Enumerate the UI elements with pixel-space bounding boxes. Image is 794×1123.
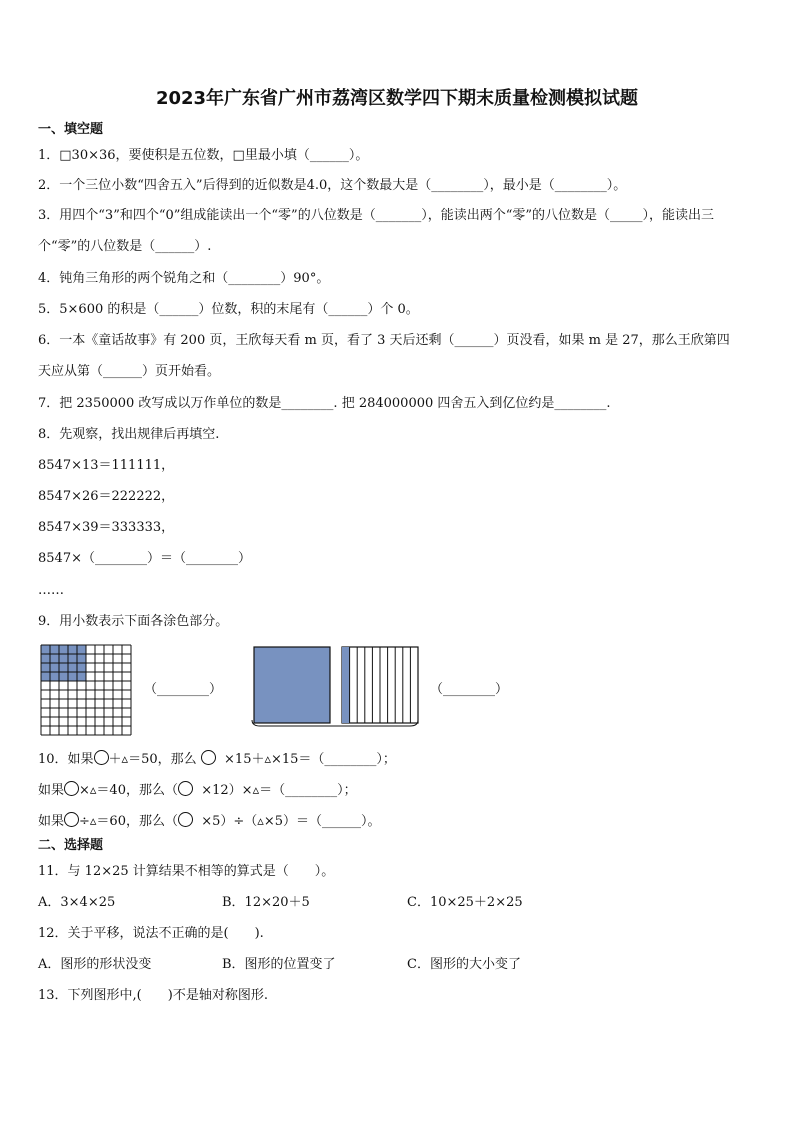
q11-option-b: B．12×20＋5 [222, 895, 310, 910]
section-multiple-choice: 二、选择题 [38, 838, 104, 853]
question-10-line-2 [38, 781, 357, 799]
q8-pattern-line-2: 8547×26＝222222， [38, 489, 175, 504]
shaded-strip [342, 647, 350, 723]
question-3-line-1: 3．用四个“3”和四个“0”组成能读出一个“零”的八位数是（_______），能读出两个“零”的八位数是（_____），能读出三 [38, 208, 714, 223]
q10-l1-part-c: ×15＋▵×15＝（________）； [224, 752, 396, 767]
q10-l2-part-b: ×▵＝40，那么（ [79, 783, 178, 798]
q9-answer-blank-2: （________） [430, 682, 509, 697]
question-4: 4．钝角三角形的两个锐角之和（________）90°。 [38, 271, 330, 286]
q10-l1-part-b: ＋▵＝50，那么 [108, 752, 197, 767]
question-5: 5．5×600 的积是（______）位数，积的末尾有（______）个 0。 [38, 302, 419, 317]
hundred-grid-figure [40, 644, 132, 736]
question-11: 11．与 12×25 计算结果不相等的算式是（ ）。 [38, 864, 335, 879]
q10-l1-part-a: 10．如果 [38, 752, 94, 767]
q11-option-a: A．3×4×25 [38, 895, 116, 910]
circle-icon [201, 750, 216, 765]
q12-option-b: B．图形的位置变了 [222, 957, 336, 972]
question-3-line-2: 个“零”的八位数是（______）. [38, 239, 212, 254]
shaded-square [254, 647, 330, 723]
q10-l3-part-b: ÷▵＝60，那么（ [79, 814, 178, 829]
q11-option-c: C．10×25＋2×25 [407, 895, 523, 910]
q10-l3-part-c: ×5）÷（▵×5）＝（______）。 [201, 814, 381, 829]
q8-pattern-line-1: 8547×13＝111111， [38, 458, 175, 473]
q8-pattern-line-3: 8547×39＝333333， [38, 520, 175, 535]
q10-l2-part-c: ×12）×▵＝（________）； [201, 783, 357, 798]
q12-option-a: A．图形的形状没变 [38, 957, 152, 972]
question-1: 1．□30×36，要使积是五位数，□里最小填（______）。 [38, 148, 369, 163]
circle-icon [64, 812, 79, 827]
question-6-line-2: 天应从第（______）页开始看。 [38, 364, 221, 379]
question-6-line-1: 6．一本《童话故事》有 200 页，王欣每天看 m 页，看了 3 天后还剩（______）页没看，如果 m 是 27，那么王欣第四 [38, 333, 730, 348]
question-9: 9．用小数表示下面各涂色部分。 [38, 614, 229, 629]
q8-ellipsis: …… [38, 583, 64, 598]
question-2: 2．一个三位小数“四舍五入”后得到的近似数是4.0，这个数最大是（________），最小是（________）。 [38, 178, 627, 193]
question-10-line-3 [38, 812, 381, 830]
q12-option-c: C．图形的大小变了 [407, 957, 521, 972]
question-12: 12．关于平移，说法不正确的是( ). [38, 926, 264, 941]
q9-answer-blank-1: （________） [144, 682, 223, 697]
circle-icon [64, 781, 79, 796]
decimal-square-figure [250, 644, 422, 728]
circle-icon [178, 781, 193, 796]
question-13: 13．下列图形中,( )不是轴对称图形. [38, 988, 268, 1003]
q10-l3-part-a: 如果 [38, 814, 65, 829]
question-7: 7．把 2350000 改写成以万作单位的数是________. 把 284000000 四舍五入到亿位约是________. [38, 396, 611, 411]
page-title: 2023年广东省广州市荔湾区数学四下期末质量检测模拟试题 [155, 88, 639, 109]
question-8: 8．先观察，找出规律后再填空. [38, 427, 220, 442]
section-fill-blanks: 一、填空题 [38, 122, 104, 137]
q10-l2-part-a: 如果 [38, 783, 65, 798]
question-10-line-1 [38, 750, 396, 768]
circle-icon [94, 750, 109, 765]
circle-icon [178, 812, 193, 827]
q8-pattern-line-4: 8547×（________）＝（________） [38, 551, 251, 566]
